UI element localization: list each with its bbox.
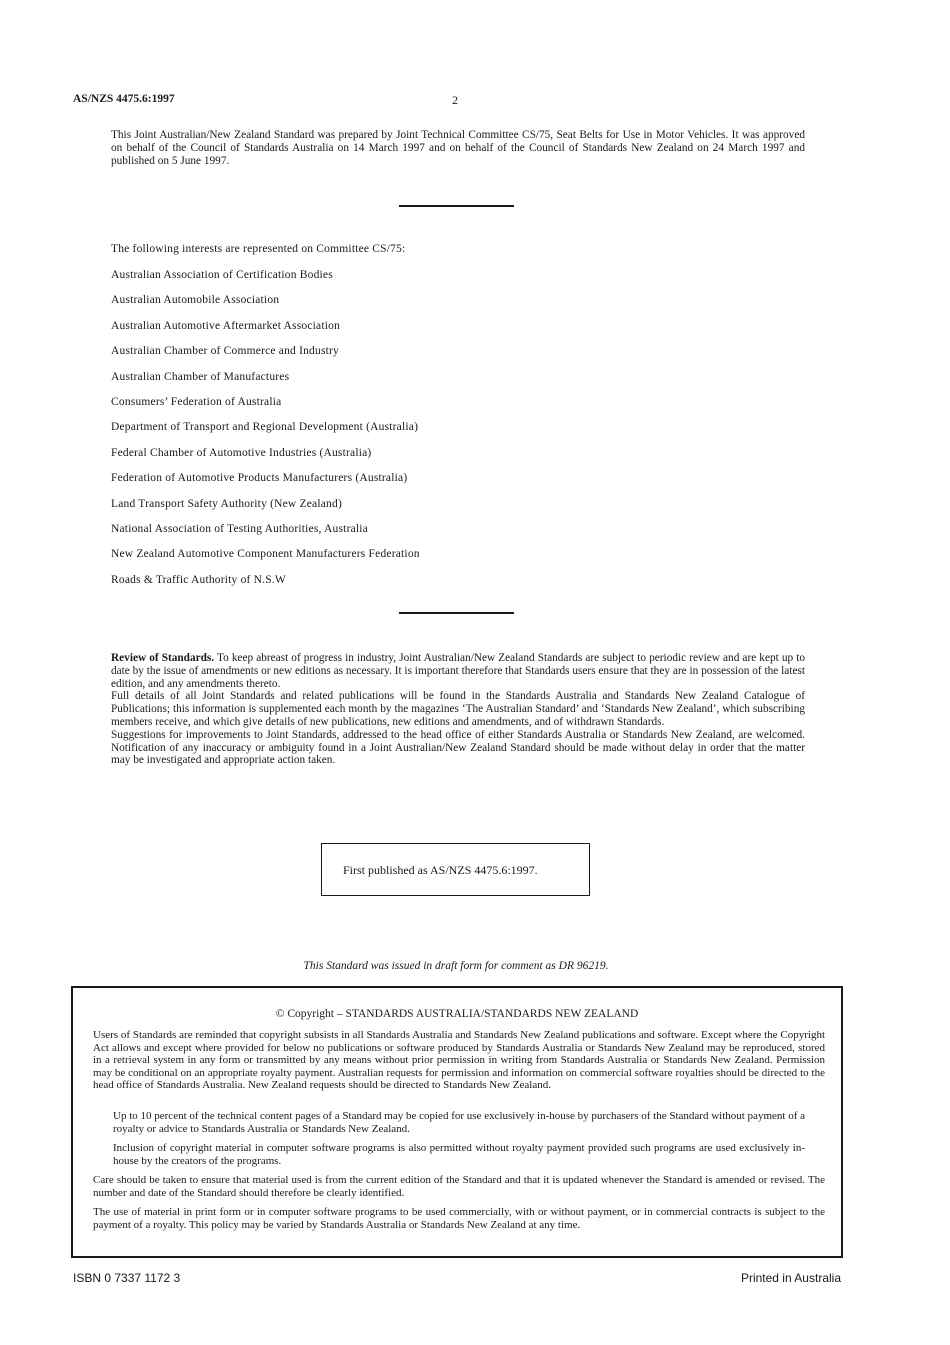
list-item: Roads & Traffic Authority of N.S.W [111,573,286,586]
copyright-paragraph-1: Users of Standards are reminded that copyright subsists in all Standards Australia and Standards New Zealand publications and software. Except where the Copyright Act allows and except where provided for below no publications or software produced by Standards Australia or Standards New Zealand may be reproduced, stored in a retrieval system in any form or transmitted by any means without prior permission in writing from Standards Australia or Standards New Zealand. Permission may be conditional on an appropriate royalty payment. Australian requests for permission and information on commercial software royalties should be directed to the head office of Standards Australia. New Zealand requests should be directed to Standards New Zealand. [93,1029,825,1091]
page-number: 2 [452,93,458,107]
review-label: Review of Standards. [111,652,215,664]
review-section [111,652,805,767]
divider-1 [399,205,514,207]
copyright-title: © Copyright – STANDARDS AUSTRALIA/STANDARDS NEW ZEALAND [275,1008,639,1020]
printed-in: Printed in Australia [740,1271,841,1285]
list-item: Australian Chamber of Manufactures [111,370,290,383]
list-item: National Association of Testing Authorities, Australia [111,522,369,535]
draft-note: This Standard was issued in draft form for comment as DR 96219. [303,960,609,972]
list-item: New Zealand Automotive Component Manufacturers Federation [111,548,420,561]
review-paragraph-2: Full details of all Joint Standards and related publications will be found in the Standards Australia and Standards New Zealand Catalogue of Publications; this information is supplemented each month by the magazines ‘The Australian Standard’ and ‘Standards New Zealand’, which subscribing members receive, and which give details of new publications, new editions and amendments, and of withdrawn Standards. [111,690,805,728]
list-item: Consumers’ Federation of Australia [111,395,282,408]
copyright-paragraph-4: Care should be taken to ensure that material used is from the current edition of the Standard and that it is updated whenever the Standard is amended or revised. The number and date of the Standard should therefore be clearly identified. [93,1174,825,1199]
first-published-box [321,843,590,896]
list-item: Federation of Automotive Products Manufacturers (Australia) [111,472,408,485]
list-item: Australian Automobile Association [111,294,280,307]
committee-heading: The following interests are represented on Committee CS/75: [111,243,406,255]
isbn: ISBN 0 7337 1172 3 [73,1271,181,1285]
copyright-paragraph-2: Up to 10 percent of the technical content pages of a Standard may be copied for use exclusively in-house by purchasers of the Standard without payment of a royalty or advice to Standards Australia or Standards New Zealand. [113,1110,805,1135]
review-paragraph-1: Review of Standards. To keep abreast of progress in industry, Joint Australian/New Zealand Standards are subject to periodic review and are kept up to date by the issue of amendments or new editions as necessary. It is important therefore that Standards users ensure that they are in possession of the latest edition, and any amendments thereto. [111,652,805,690]
divider-2 [399,612,514,614]
list-item: Land Transport Safety Authority (New Zealand) [111,497,342,510]
list-item: Australian Association of Certification Bodies [111,269,333,281]
copyright-box [71,986,843,1258]
review-paragraph-3: Suggestions for improvements to Joint Standards, addressed to the head office of either Standards Australia or Standards New Zealand, are welcomed. Notification of any inaccuracy or ambiguity found in a Joint Australian/New Zealand Standard should be made without delay in order that the matter may be investigated and appropriate action taken. [111,728,805,767]
list-item: Federal Chamber of Automotive Industries (Australia) [111,446,372,459]
list-item: Australian Automotive Aftermarket Association [111,319,341,332]
list-item: Australian Chamber of Commerce and Industry [111,345,339,358]
standard-code: AS/NZS 4475.6:1997 [73,93,175,105]
first-published-text: First published as AS/NZS 4475.6:1997. [343,863,538,877]
list-item: Department of Transport and Regional Development (Australia) [111,421,419,434]
copyright-paragraph-3: Inclusion of copyright material in computer software programs is also permitted without royalty payment provided such programs are used exclusively in-house by the creators of the programs. [113,1142,805,1167]
copyright-paragraph-5: The use of material in print form or in computer software programs to be used commercially, with or without payment, or in commercial contracts is subject to the payment of a royalty. This policy may be varied by Standards Australia or Standards New Zealand at any time. [93,1206,825,1231]
intro-paragraph: This Joint Australian/New Zealand Standard was prepared by Joint Technical Committee CS/75, Seat Belts for Use in Motor Vehicles. It was approved on behalf of the Council of Standards Australia on 14 March 1997 and on behalf of the Council of Standards New Zealand on 24 March 1997 and published on 5 June 1997. [111,129,805,167]
interests-list [111,269,420,599]
